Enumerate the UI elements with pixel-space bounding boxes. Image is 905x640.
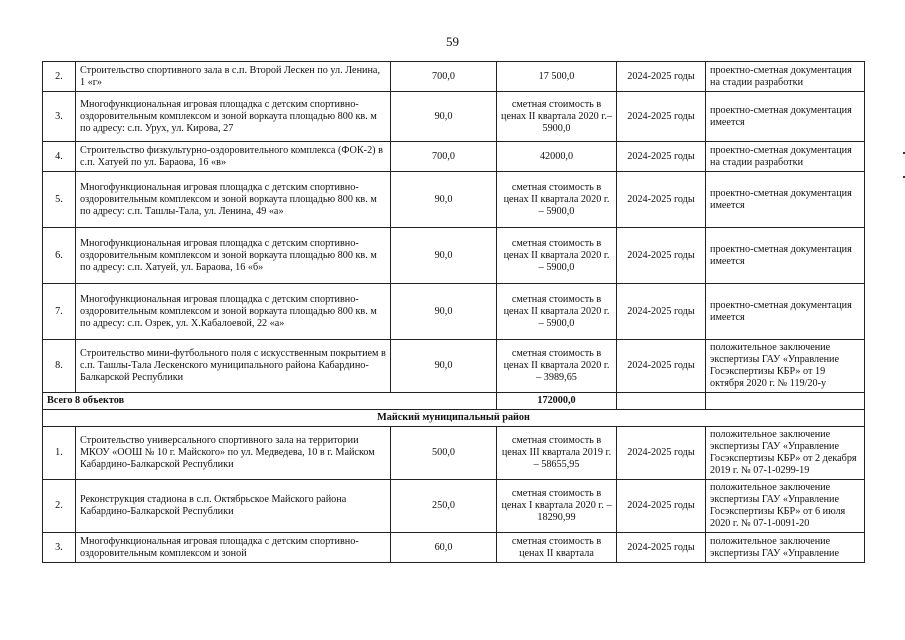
object-name: Строительство мини-футбольного поля с искусственным покрытием в с.п. Ташлы-Тала Лескенского муниципального района Кабардино-Балкарской Республики	[76, 340, 391, 393]
object-status: проектно-сметная документация имеется	[706, 284, 865, 340]
object-years: 2024-2025 годы	[617, 172, 706, 228]
object-name: Реконструкция стадиона в с.п. Октябрьское Майского района Кабардино-Балкарской Республики	[76, 480, 391, 533]
object-cost: 42000,0	[497, 142, 617, 172]
object-name: Многофункциональная игровая площадка с детским спортивно-оздоровительным комплексом и зоной воркаута площадью 800 кв. м по адресу: с.п. Хатуей, ул. Бараова, 16 «б»	[76, 228, 391, 284]
object-cost: сметная стоимость в ценах II квартала 2020 г. – 5900,0	[497, 172, 617, 228]
page-number: 59	[446, 34, 459, 49]
row-number: 1.	[43, 427, 76, 480]
object-status: положительное заключение экспертизы ГАУ «Управление	[706, 533, 865, 563]
row-number: 3.	[43, 533, 76, 563]
object-name: Многофункциональная игровая площадка с детским спортивно- оздоровительным комплексом и зоной воркаута площадью 800 кв. м по адресу: с.п. Урух, ул. Кирова, 27	[76, 92, 391, 142]
objects-table	[42, 61, 865, 563]
total-label: Всего 8 объектов	[43, 393, 497, 410]
row-number: 7.	[43, 284, 76, 340]
object-cost: сметная стоимость в ценах I квартала 2020 г. – 18290,99	[497, 480, 617, 533]
object-years: 2024-2025 годы	[617, 92, 706, 142]
total-row	[43, 393, 865, 410]
object-status: проектно-сметная документация на стадии разработки	[706, 142, 865, 172]
object-years: 2024-2025 годы	[617, 340, 706, 393]
object-cost: 17 500,0	[497, 62, 617, 92]
total-empty-cell	[706, 393, 865, 410]
object-cost: сметная стоимость в ценах II квартала 2020 г.– 5900,0	[497, 92, 617, 142]
table-row	[43, 427, 865, 480]
table-row	[43, 228, 865, 284]
object-status: проектно-сметная документация имеется	[706, 172, 865, 228]
row-number: 2.	[43, 62, 76, 92]
object-cost: сметная стоимость в ценах III квартала 2019 г. – 58655,95	[497, 427, 617, 480]
object-area: 700,0	[391, 142, 497, 172]
row-number: 2.	[43, 480, 76, 533]
object-status: положительное заключение экспертизы ГАУ «Управление Госэкспертизы КБР» от 19 октября 2020 г. № 119/20-у	[706, 340, 865, 393]
object-years: 2024-2025 годы	[617, 284, 706, 340]
object-years: 2024-2025 годы	[617, 228, 706, 284]
row-number: 5.	[43, 172, 76, 228]
object-name: Многофункциональная игровая площадка с детским спортивно-оздоровительным комплексом и зоной	[76, 533, 391, 563]
object-years: 2024-2025 годы	[617, 480, 706, 533]
object-area: 90,0	[391, 92, 497, 142]
object-status: проектно-сметная документация имеется	[706, 228, 865, 284]
row-number: 3.	[43, 92, 76, 142]
object-cost: сметная стоимость в ценах II квартала	[497, 533, 617, 563]
section-header-row	[43, 410, 865, 427]
object-area: 60,0	[391, 533, 497, 563]
table-row	[43, 62, 865, 92]
row-number: 8.	[43, 340, 76, 393]
object-cost: сметная стоимость в ценах II квартала 2020 г. – 5900,0	[497, 228, 617, 284]
object-years: 2024-2025 годы	[617, 533, 706, 563]
table-row	[43, 142, 865, 172]
object-cost: сметная стоимость в ценах II квартала 2020 г. – 3989,65	[497, 340, 617, 393]
object-area: 250,0	[391, 480, 497, 533]
total-value: 172000,0	[497, 393, 617, 410]
object-name: Многофункциональная игровая площадка с детским спортивно-оздоровительным комплексом и зоной воркаута площадью 800 кв. м по адресу: с.п. Ташлы-Тала, ул. Ленина, 49 «а»	[76, 172, 391, 228]
object-area: 700,0	[391, 62, 497, 92]
object-area: 90,0	[391, 172, 497, 228]
table-row	[43, 172, 865, 228]
table-row	[43, 480, 865, 533]
object-status: положительное заключение экспертизы ГАУ «Управление Госэкспертизы КБР» от 6 июля 2020 г. № 07-1-0091-20	[706, 480, 865, 533]
row-number: 4.	[43, 142, 76, 172]
total-empty-cell	[617, 393, 706, 410]
object-area: 90,0	[391, 340, 497, 393]
table-row	[43, 340, 865, 393]
row-number: 6.	[43, 228, 76, 284]
object-years: 2024-2025 годы	[617, 427, 706, 480]
object-area: 500,0	[391, 427, 497, 480]
object-name: Строительство спортивного зала в с.п. Второй Лескен по ул. Ленина, 1 «г»	[76, 62, 391, 92]
object-area: 90,0	[391, 284, 497, 340]
object-status: проектно-сметная документация имеется	[706, 92, 865, 142]
object-name: Строительство физкультурно-оздоровительного комплекса (ФОК-2) в с.п. Хатуей по ул. Бараова, 16 «в»	[76, 142, 391, 172]
table-row	[43, 533, 865, 563]
object-years: 2024-2025 годы	[617, 62, 706, 92]
object-name: Многофункциональная игровая площадка с детским спортивно-оздоровительным комплексом и зоной воркаута площадью 800 кв. м по адресу: с.п. Озрек, ул. Х.Кабалоевой, 22 «а»	[76, 284, 391, 340]
table-row	[43, 284, 865, 340]
section-title: Майский муниципальный район	[43, 410, 865, 427]
object-years: 2024-2025 годы	[617, 142, 706, 172]
object-name: Строительство универсального спортивного зала на территории МКОУ «ООШ № 10 г. Майского» по ул. Медведева, 10 в г. Майском Кабардино-Балкарской Республики	[76, 427, 391, 480]
object-area: 90,0	[391, 228, 497, 284]
object-status: проектно-сметная документация на стадии разработки	[706, 62, 865, 92]
table-row	[43, 92, 865, 142]
object-status: положительное заключение экспертизы ГАУ «Управление Госэкспертизы КБР» от 2 декабря 2019 г. № 07-1-0299-19	[706, 427, 865, 480]
object-cost: сметная стоимость в ценах II квартала 2020 г. – 5900,0	[497, 284, 617, 340]
